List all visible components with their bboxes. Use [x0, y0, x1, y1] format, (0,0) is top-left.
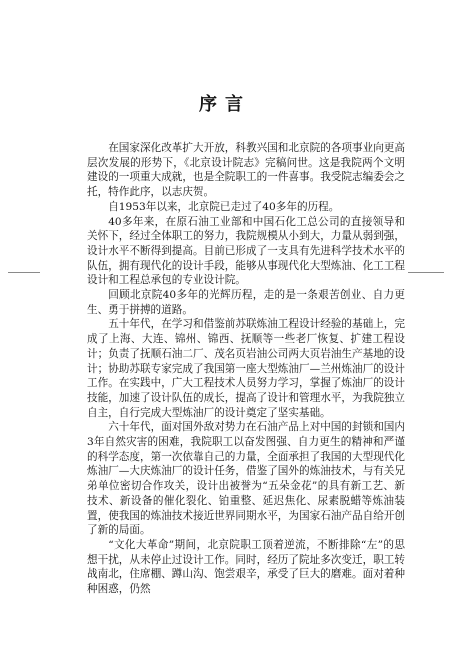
paragraph-6: 六十年代，面对国外敌对势力在石油产品上对中国的封锁和国内3年自然灾害的困难，我院职工以奋发图强、自力更生的精神和严谨的科学态度，第一次依靠自己的力量，全面承担了我国的大型现代化炼油厂—大庆炼油厂的设计任务，借鉴了国外的炼油技术，与有关兄弟单位密切合作攻关，设计出被誉为“五朵金花”的具有新工艺、新技术、新设备的催化裂化、铂重整、延迟焦化、尿素脱蜡等炼油装置，使我国的炼油技术接近世界同期水平，为国家石油产品自给开创了新的局面。	[87, 421, 405, 537]
paragraph-3: 40多年来，在原石油工业部和中国石化工总公司的直接领导和关怀下，经过全体职工的努力，我院规模从小到大，力量从弱到强，设计水平不断得到提高。目前已形成了一支具有先进科学技术水平的队伍，拥有现代化的设计手段，能够从事现代化大型炼油、化工工程设计和工程总承包的专业设计院。	[87, 215, 405, 287]
paragraph-7: “文化大革命”期间，北京院职工顶着逆流，不断排除“左”的思想干扰，从未停止过设计工作。同时，经历了院址多次变迁，职工转战南北，住席棚、蹲山沟、饱尝艰辛，承受了巨大的磨难。面对着种种困惑，仍然	[87, 538, 405, 596]
left-margin-mark	[8, 272, 40, 273]
preface-body	[87, 141, 405, 597]
page-title: 序言	[199, 94, 251, 115]
paragraph-5: 五十年代，在学习和借鉴前苏联炼油工程设计经验的基础上，完成了上海、大连、锦州、锦西、抚顺等一些老厂恢复、扩建工程设计；负责了抚顺石油二厂、茂名页岩油公司两大页岩油生产基地的设计；协助苏联专家完成了我国第一座大型炼油厂—兰州炼油厂的设计工作。在实践中，广大工程技术人员努力学习，掌握了炼油厂的设计技能，加速了设计队伍的成长，提高了设计和管理水平，为我院独立自主，自行完成大型炼油厂的设计奠定了坚实基础。	[87, 318, 405, 419]
right-margin-mark	[408, 272, 444, 273]
paragraph-1: 在国家深化改革扩大开放，科教兴国和北京院的各项事业向更高层次发展的形势下，《北京设计院志》完稿问世。这是我院两个文明建设的一项重大成就，也是全院职工的一件喜事。我受院志编委会之托，特作此序，以志庆贺。	[87, 142, 405, 199]
paragraph-2: 自1953年以来，北京院已走过了40多年的历程。	[108, 200, 340, 213]
paragraph-4: 回顾北京院40多年的光辉历程，走的是一条艰苦创业、自力更生、勇于拼搏的道路。	[87, 289, 405, 316]
